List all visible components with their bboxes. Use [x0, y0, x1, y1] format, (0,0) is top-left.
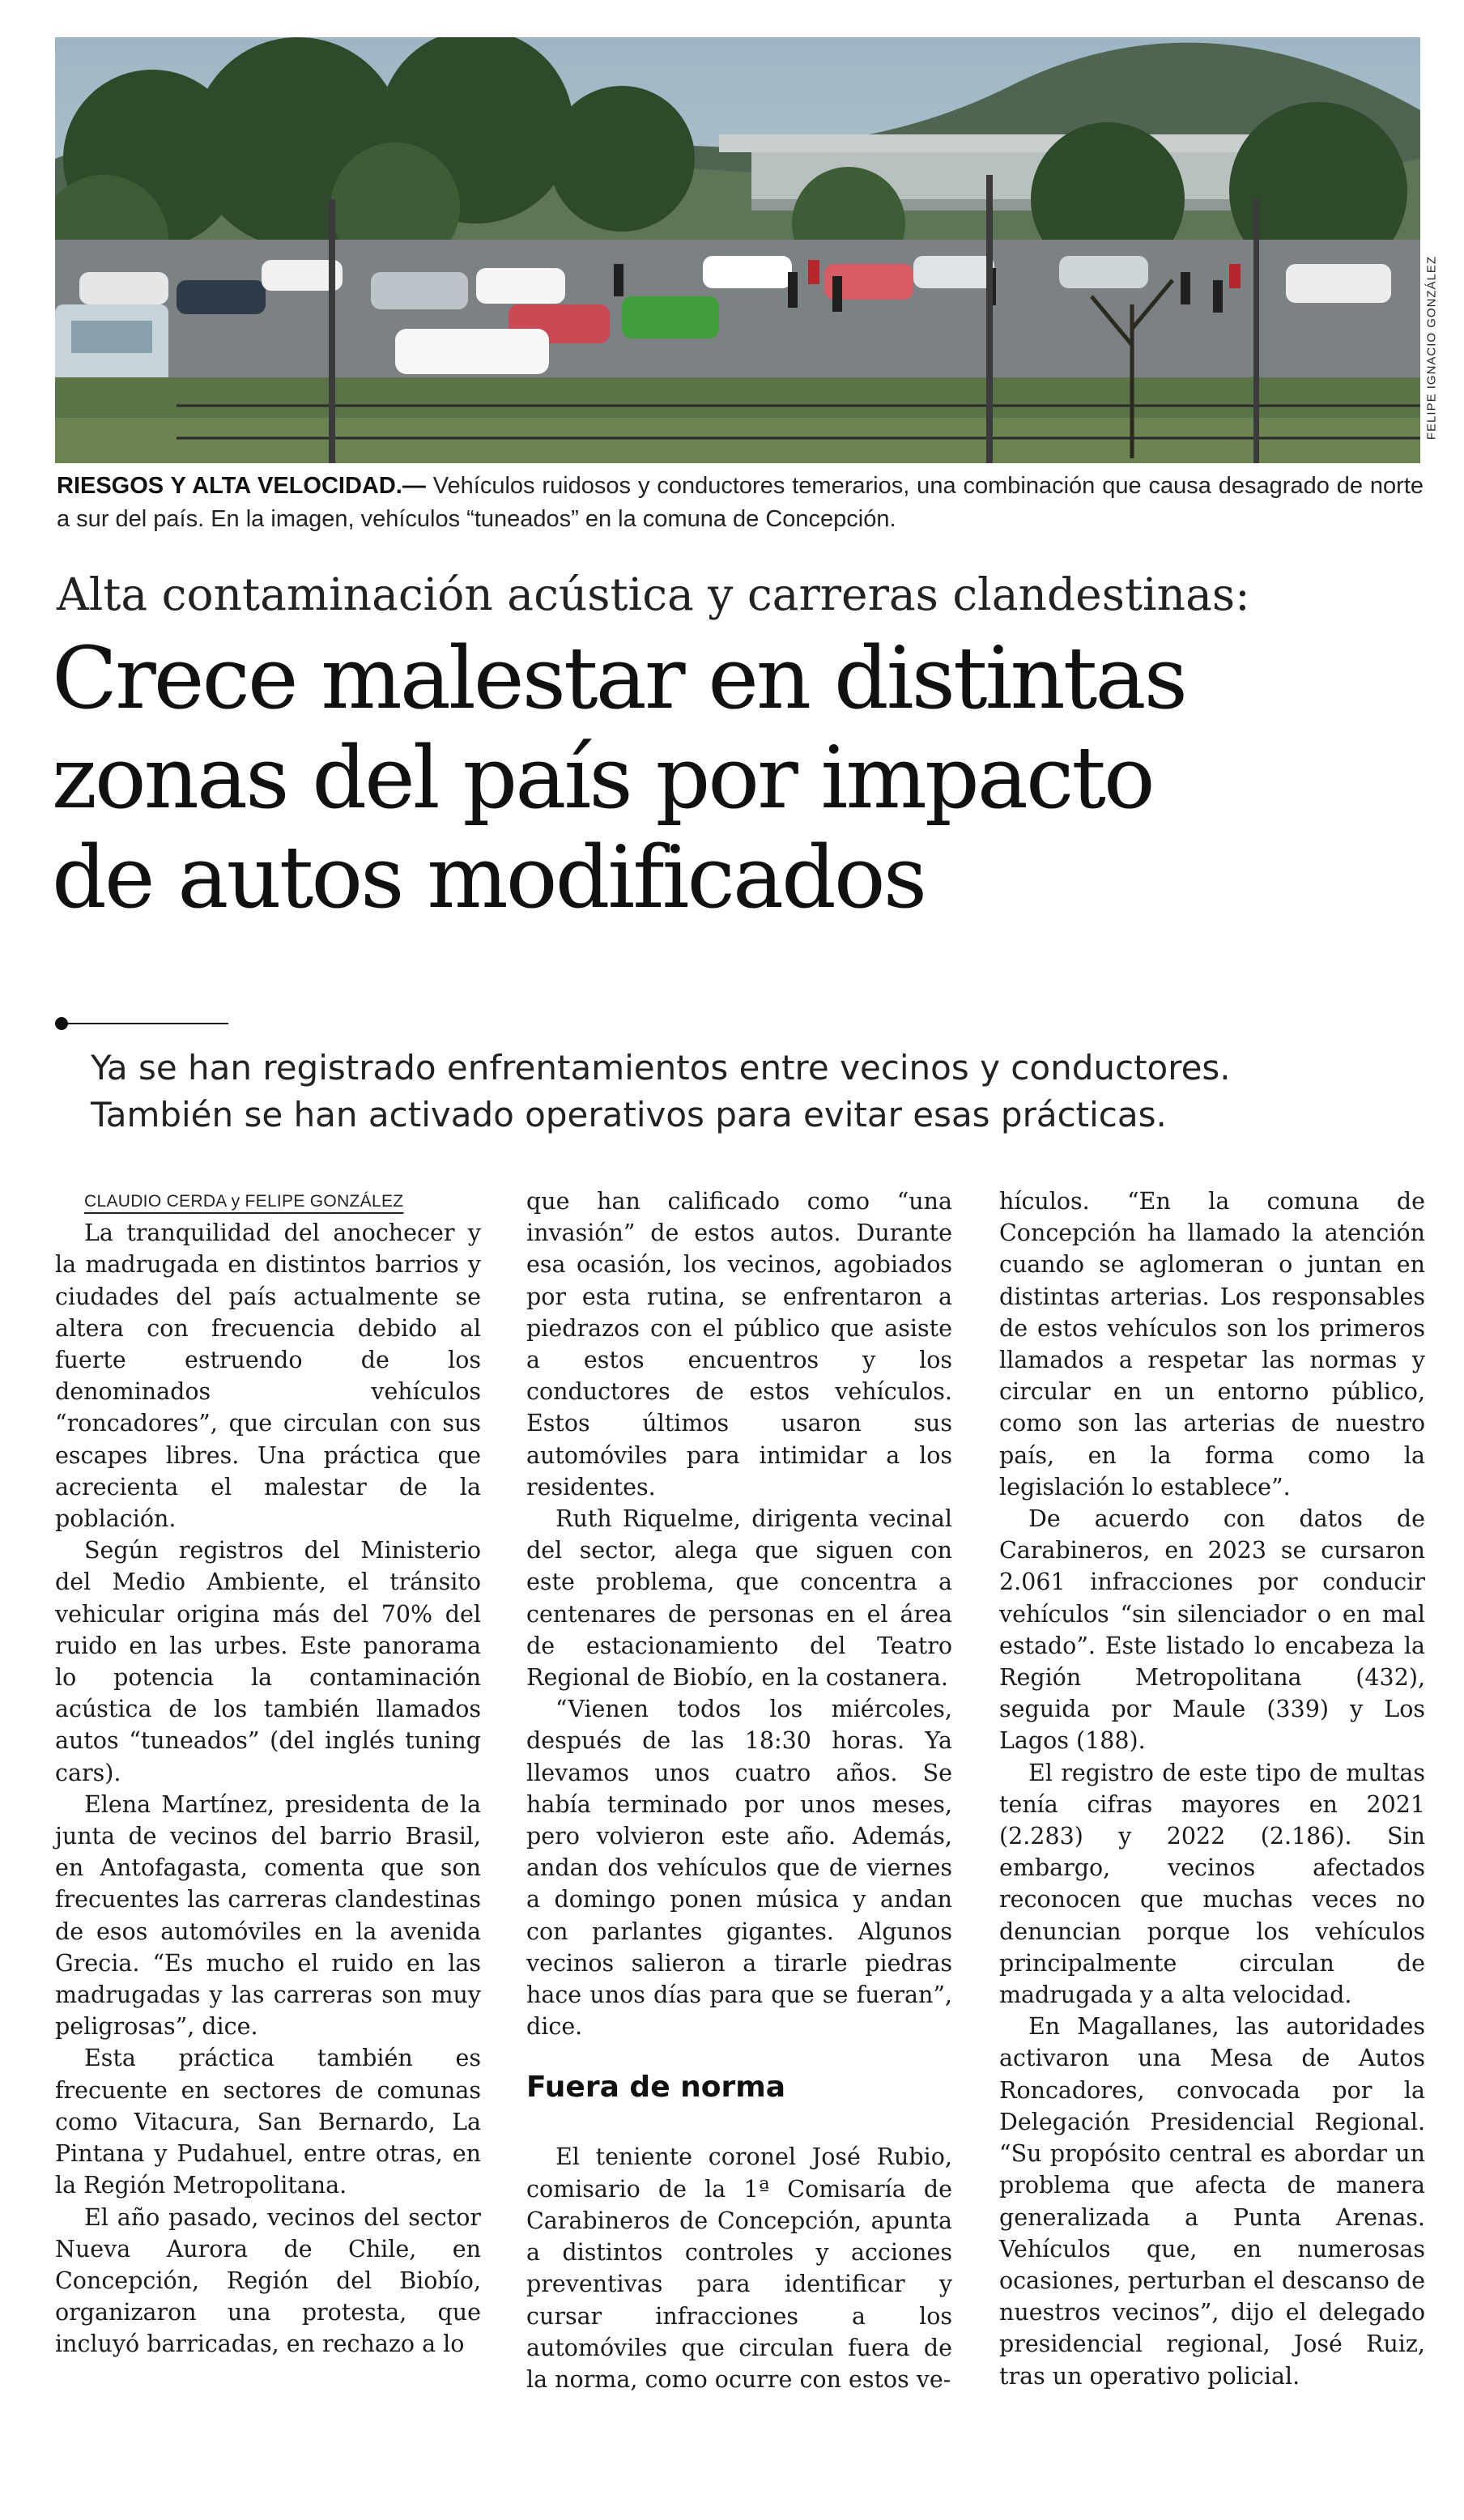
- headline-line: de autos modificados: [52, 828, 926, 927]
- paragraph: Esta práctica también es frecuente en sectores de comunas como Vitacura, San Bernardo, La Pintana y Pudahuel, entre otras, en la Región Metropolitana.: [55, 2045, 481, 2199]
- paragraph: hículos. “En la comuna de Concepción ha llamado la atención cuando se aglomeran o juntan en distintas arterias. Los responsables de estos vehículos son los primeros llamados a respetar las normas y circular en un entorno público, como son las arterias de nuestro país, en la forma como la legislación lo establece”.: [999, 1188, 1425, 1501]
- paragraph: Según registros del Ministerio del Medio Ambiente, el tránsito vehicular origina más del 70% del ruido en las urbes. Este panorama lo potencia la contaminación acústica de los también llamados autos “tuneados” (del inglés tuning cars).: [55, 1537, 481, 1786]
- paragraph: Elena Martínez, presidenta de la junta de vecinos del barrio Brasil, en Antofagasta, comenta que son frecuentes las carreras clandestinas de esos automóviles en la avenida Grecia. “Es mucho el ruido en las madrugadas y las carreras son muy peligrosas”, dice.: [55, 1790, 481, 2041]
- headline-line: Crece malestar en distintas: [52, 628, 1185, 728]
- paragraph: que han calificado como “una invasión” de estos autos. Durante esa ocasión, los vecinos, agobiados por esta rutina, se enfrentaron a piedrazos con el público que asiste a estos encuentros y los conductores de estos vehículos. Estos últimos usaron sus automóviles para intimidar a los residentes.: [526, 1188, 952, 1501]
- paragraph: El año pasado, vecinos del sector Nueva Aurora de Chile, en Concepción, Región del Biobío, organizaron una protesta, que incluyó barricadas, en rechazo a lo: [55, 2203, 481, 2358]
- headline: [52, 628, 1428, 927]
- photo-credit: FELIPE IGNACIO GONZÁLEZ: [1424, 255, 1439, 441]
- kicker: Alta contaminación acústica y carreras clandestinas:: [57, 568, 1250, 620]
- divider: [65, 1023, 228, 1024]
- article-column-1: [55, 1186, 481, 2360]
- article-column-2: [526, 1186, 952, 2395]
- caption-lead: RIESGOS Y ALTA VELOCIDAD.—: [57, 473, 426, 499]
- paragraph: La tranquilidad del anochecer y la madrugada en distintos barrios y ciudades del país actualmente se altera con frecuencia debido al fuerte estruendo de los denominados vehículos “roncadores”, que circulan con sus escapes libres. Una práctica que acrecienta el malestar de la población.: [55, 1220, 481, 1533]
- subhead: Fuera de norma: [526, 2071, 786, 2105]
- photo-caption: [57, 470, 1424, 536]
- caption-text: Vehículos ruidosos y conductores temerarios, una combinación que causa desagrado de norte a sur del país. En la imagen, vehículos “tuneados” en la comuna de Concepción.: [57, 473, 1424, 532]
- news-photo: [55, 37, 1420, 463]
- dek-line: Ya se han registrado enfrentamientos entre vecinos y conductores.: [91, 1048, 1231, 1088]
- paragraph: Ruth Riquelme, dirigenta vecinal del sector, alega que siguen con este problema, que concentra a centenares de personas en el área de estacionamiento del Teatro Regional de Biobío, en la costanera.: [526, 1505, 952, 1692]
- paragraph: “Vienen todos los miércoles, después de las 18:30 horas. Ya llevamos unos cuatro años. Se había terminado por unos meses, pero volvieron este año. Además, andan dos vehículos que de viernes a domingo ponen música y andan con parlantes gigantes. Algunos vecinos salieron a tirarle piedras hace unos días para que se fueran”, dice.: [526, 1696, 952, 2041]
- paragraph: De acuerdo con datos de Carabineros, en 2023 se cursaron 2.061 infracciones por conducir vehículos “sin silenciador o en mal estado”. Este listado lo encabeza la Región Metropolitana (432), seguida por Maule (339) y Los Lagos (188).: [999, 1505, 1425, 1755]
- dek: [91, 1045, 1402, 1139]
- headline-line: zonas del país por impacto: [52, 728, 1153, 828]
- byline: CLAUDIO CERDA y FELIPE GONZÁLEZ: [84, 1192, 404, 1211]
- parking-lot-illustration: [55, 37, 1420, 463]
- dek-line: También se han activado operativos para evitar esas prácticas.: [91, 1095, 1167, 1134]
- paragraph: El teniente coronel José Rubio, comisario de la 1ª Comisaría de Carabineros de Concepción, apunta a distintos controles y acciones preventivas para identificar y cursar infracciones a los automóviles que circulan fuera de la norma, como ocurre con estos ve-: [526, 2143, 952, 2393]
- paragraph: El registro de este tipo de multas tenía cifras mayores en 2021 (2.283) y 2022 (2.186). Sin embargo, vecinos afectados reconocen que muchas veces no denuncian porque los vehículos principalmente circulan de madrugada y a alta velocidad.: [999, 1759, 1425, 2009]
- article-column-3: [999, 1186, 1425, 2392]
- paragraph: En Magallanes, las autoridades activaron una Mesa de Autos Roncadores, convocada por la Delegación Presidencial Regional. “Su propósito central es abordar un problema que afecta de manera generalizada a Punta Arenas. Vehículos que, en numerosas ocasiones, perturban el descanso de nuestros vecinos”, dijo el delegado presidencial regional, José Ruiz, tras un operativo policial.: [999, 2013, 1425, 2390]
